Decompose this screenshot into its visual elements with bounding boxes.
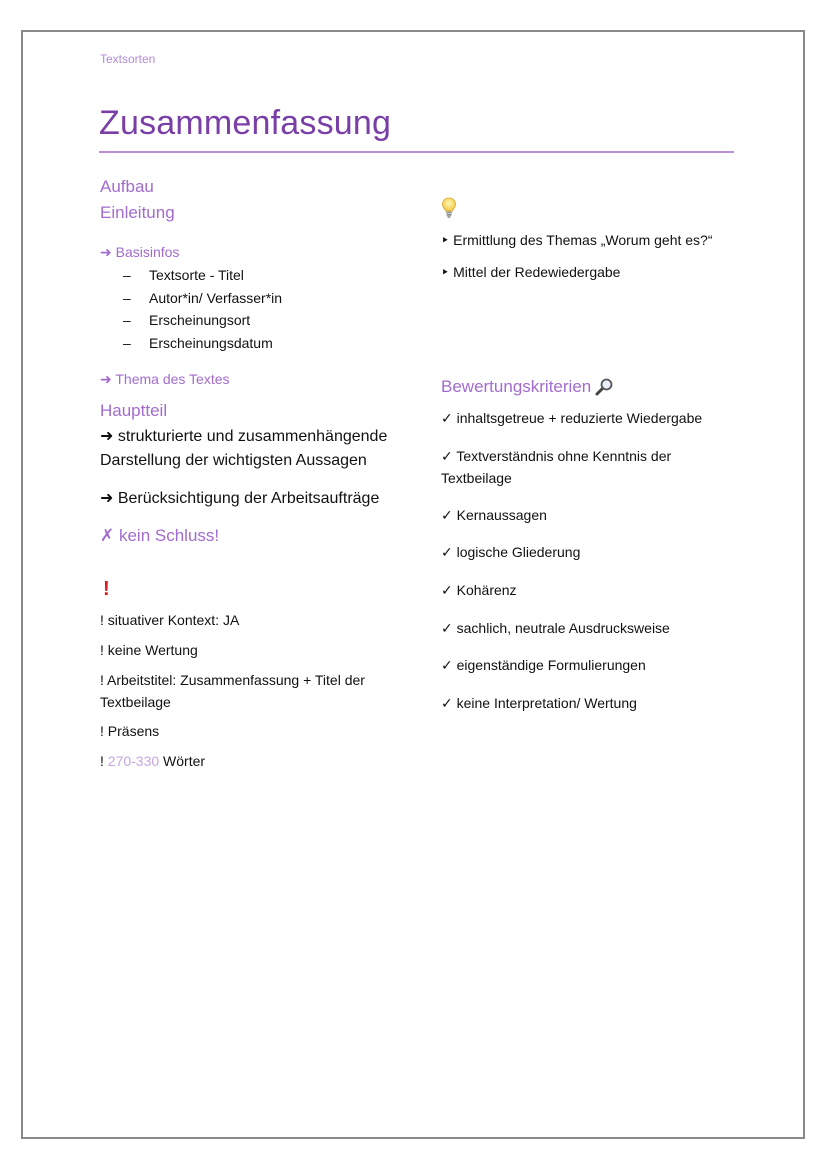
word-range: 270-330 (107, 753, 160, 769)
criterion-formulierungen: ✓ eigenständige Formulierungen (441, 657, 646, 673)
page-header: Textsorten (100, 52, 156, 66)
hauptteil-line-2: Darstellung der wichtigsten Aussagen (100, 452, 367, 469)
page-title: Zusammenfassung (99, 104, 392, 142)
criterion-kernaussagen: ✓ Kernaussagen (441, 507, 547, 523)
note-keine-wertung: ! keine Wertung (100, 642, 198, 658)
criterion-textverstaendnis: ✓ Textverständnis ohne Kenntnis der Textbeilage (441, 448, 672, 486)
list-item: – Textsorte - Titel (123, 267, 244, 283)
criterion-kohaerenz: ✓ Kohärenz (441, 582, 517, 598)
basisinfos-label: ➜ Basisinfos (100, 244, 180, 260)
thema-label: ➜ Thema des Textes (100, 371, 230, 387)
criterion-interpretation: ✓ keine Interpretation/ Wertung (441, 695, 637, 711)
note-arbeitstitel: ! Arbeitstitel: Zusammenfassung + Titel der Textbeilage (100, 672, 365, 710)
list-item: – Erscheinungsdatum (123, 334, 273, 351)
hint-ermittlung: ‣ Ermittlung des Themas „Worum geht es?“ (441, 232, 713, 248)
hauptteil-line-3: ➜ Berücksichtigung der Arbeitsaufträge (100, 490, 380, 507)
hauptteil-line-1: ➜ strukturierte und zusammenhängende (100, 428, 388, 445)
note-situativer-kontext: ! situativer Kontext: JA (100, 612, 240, 628)
heading-einleitung: Einleitung (100, 203, 175, 222)
heading-aufbau: Aufbau (100, 177, 154, 196)
exclamation-icon: ! (103, 578, 110, 600)
note-praesens: ! Präsens (100, 723, 160, 739)
list-item: – Erscheinungsort (123, 312, 251, 328)
kein-schluss: ✗ kein Schluss! (100, 526, 220, 545)
hint-redewiedergabe: ‣ Mittel der Redewiedergabe (441, 264, 621, 280)
note-word-count: ! 270-330 Wörter (100, 753, 206, 769)
criterion-gliederung: ✓ logische Gliederung (441, 544, 581, 560)
basisinfos-list (123, 264, 282, 354)
list-item: – Autor*in/ Verfasser*in (123, 289, 283, 306)
magnifying-glass-icon (594, 377, 614, 397)
criterion-ausdrucksweise: ✓ sachlich, neutrale Ausdrucksweise (441, 620, 670, 636)
heading-hauptteil: Hauptteil (100, 401, 168, 420)
lightbulb-icon (441, 197, 457, 219)
bewertung-title: Bewertungskriterien (441, 377, 592, 396)
document-page (21, 30, 805, 1139)
title-underline (99, 151, 734, 153)
criterion-inhaltsgetreue: ✓ inhaltsgetreue + reduzierte Wiedergabe (441, 410, 703, 426)
bewertung-heading (441, 377, 614, 397)
